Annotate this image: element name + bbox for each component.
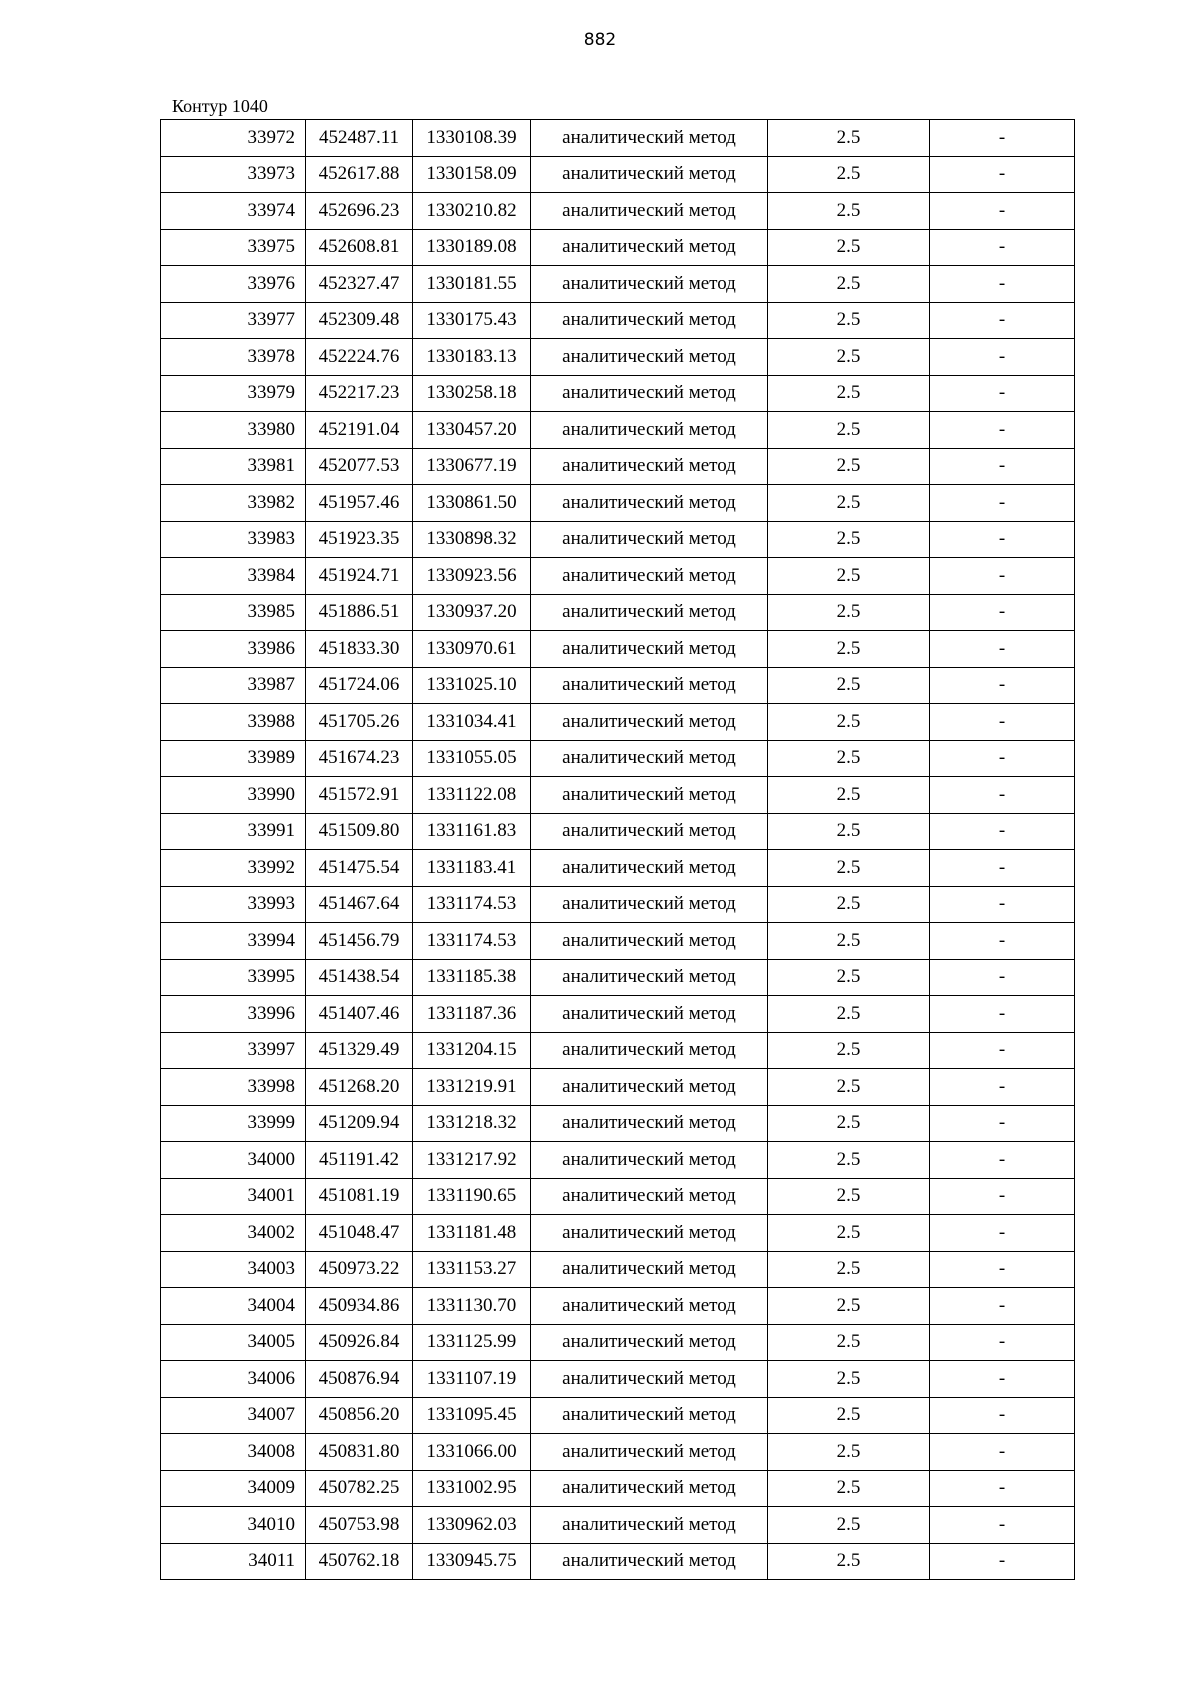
method-cell: аналитический метод <box>531 1215 768 1252</box>
method-cell: аналитический метод <box>531 740 768 777</box>
table-row <box>161 1178 1075 1215</box>
method-cell: аналитический метод <box>531 229 768 266</box>
x-coordinate-cell: 452217.23 <box>306 375 413 412</box>
x-coordinate-cell: 451191.42 <box>306 1142 413 1179</box>
y-coordinate-cell: 1331066.00 <box>413 1434 531 1471</box>
method-cell: аналитический метод <box>531 1507 768 1544</box>
y-coordinate-cell: 1331095.45 <box>413 1397 531 1434</box>
y-coordinate-cell: 1330923.56 <box>413 558 531 595</box>
description-cell: - <box>930 1507 1075 1544</box>
x-coordinate-cell: 451456.79 <box>306 923 413 960</box>
method-cell: аналитический метод <box>531 631 768 668</box>
x-coordinate-cell: 451957.46 <box>306 485 413 522</box>
table-row <box>161 594 1075 631</box>
y-coordinate-cell: 1330962.03 <box>413 1507 531 1544</box>
x-coordinate-cell: 451572.91 <box>306 777 413 814</box>
table-row <box>161 631 1075 668</box>
table-row <box>161 1215 1075 1252</box>
point-number-cell: 33976 <box>161 266 306 303</box>
y-coordinate-cell: 1331130.70 <box>413 1288 531 1325</box>
table-row <box>161 959 1075 996</box>
precision-cell: 2.5 <box>768 229 930 266</box>
y-coordinate-cell: 1331219.91 <box>413 1069 531 1106</box>
method-cell: аналитический метод <box>531 1361 768 1398</box>
method-cell: аналитический метод <box>531 120 768 157</box>
table-row <box>161 1361 1075 1398</box>
y-coordinate-cell: 1330945.75 <box>413 1543 531 1580</box>
y-coordinate-cell: 1330210.82 <box>413 193 531 230</box>
precision-cell: 2.5 <box>768 1324 930 1361</box>
description-cell: - <box>930 594 1075 631</box>
precision-cell: 2.5 <box>768 777 930 814</box>
y-coordinate-cell: 1331034.41 <box>413 704 531 741</box>
point-number-cell: 34011 <box>161 1543 306 1580</box>
method-cell: аналитический метод <box>531 1178 768 1215</box>
x-coordinate-cell: 450973.22 <box>306 1251 413 1288</box>
x-coordinate-cell: 451674.23 <box>306 740 413 777</box>
precision-cell: 2.5 <box>768 667 930 704</box>
y-coordinate-cell: 1331187.36 <box>413 996 531 1033</box>
method-cell: аналитический метод <box>531 339 768 376</box>
coordinates-table-body <box>161 120 1075 1580</box>
table-row <box>161 1105 1075 1142</box>
x-coordinate-cell: 450831.80 <box>306 1434 413 1471</box>
x-coordinate-cell: 451438.54 <box>306 959 413 996</box>
precision-cell: 2.5 <box>768 412 930 449</box>
description-cell: - <box>930 1251 1075 1288</box>
point-number-cell: 33996 <box>161 996 306 1033</box>
y-coordinate-cell: 1330258.18 <box>413 375 531 412</box>
precision-cell: 2.5 <box>768 485 930 522</box>
method-cell: аналитический метод <box>531 923 768 960</box>
table-row <box>161 850 1075 887</box>
x-coordinate-cell: 452224.76 <box>306 339 413 376</box>
table-row <box>161 667 1075 704</box>
y-coordinate-cell: 1330158.09 <box>413 156 531 193</box>
table-row <box>161 1251 1075 1288</box>
table-row <box>161 1543 1075 1580</box>
table-row <box>161 996 1075 1033</box>
x-coordinate-cell: 451923.35 <box>306 521 413 558</box>
table-row <box>161 813 1075 850</box>
description-cell: - <box>930 485 1075 522</box>
contour-caption: Контур 1040 <box>172 96 268 116</box>
table-row <box>161 1324 1075 1361</box>
y-coordinate-cell: 1330937.20 <box>413 594 531 631</box>
description-cell: - <box>930 521 1075 558</box>
description-cell: - <box>930 1361 1075 1398</box>
y-coordinate-cell: 1331217.92 <box>413 1142 531 1179</box>
x-coordinate-cell: 452191.04 <box>306 412 413 449</box>
y-coordinate-cell: 1331125.99 <box>413 1324 531 1361</box>
precision-cell: 2.5 <box>768 1434 930 1471</box>
x-coordinate-cell: 452696.23 <box>306 193 413 230</box>
y-coordinate-cell: 1330175.43 <box>413 302 531 339</box>
description-cell: - <box>930 448 1075 485</box>
description-cell: - <box>930 412 1075 449</box>
method-cell: аналитический метод <box>531 1470 768 1507</box>
point-number-cell: 33997 <box>161 1032 306 1069</box>
point-number-cell: 33984 <box>161 558 306 595</box>
description-cell: - <box>930 959 1075 996</box>
point-number-cell: 33981 <box>161 448 306 485</box>
precision-cell: 2.5 <box>768 1069 930 1106</box>
point-number-cell: 33986 <box>161 631 306 668</box>
precision-cell: 2.5 <box>768 1142 930 1179</box>
description-cell: - <box>930 631 1075 668</box>
precision-cell: 2.5 <box>768 1215 930 1252</box>
table-row <box>161 1507 1075 1544</box>
table-row <box>161 1434 1075 1471</box>
point-number-cell: 33974 <box>161 193 306 230</box>
method-cell: аналитический метод <box>531 412 768 449</box>
description-cell: - <box>930 996 1075 1033</box>
y-coordinate-cell: 1331002.95 <box>413 1470 531 1507</box>
x-coordinate-cell: 451467.64 <box>306 886 413 923</box>
coordinates-table <box>160 119 1075 1580</box>
method-cell: аналитический метод <box>531 850 768 887</box>
x-coordinate-cell: 451209.94 <box>306 1105 413 1142</box>
table-row <box>161 156 1075 193</box>
description-cell: - <box>930 777 1075 814</box>
page-number: 882 <box>583 30 617 50</box>
method-cell: аналитический метод <box>531 1288 768 1325</box>
y-coordinate-cell: 1330861.50 <box>413 485 531 522</box>
point-number-cell: 34003 <box>161 1251 306 1288</box>
method-cell: аналитический метод <box>531 1069 768 1106</box>
point-number-cell: 33988 <box>161 704 306 741</box>
table-row <box>161 777 1075 814</box>
method-cell: аналитический метод <box>531 375 768 412</box>
description-cell: - <box>930 1215 1075 1252</box>
description-cell: - <box>930 229 1075 266</box>
y-coordinate-cell: 1330189.08 <box>413 229 531 266</box>
point-number-cell: 34000 <box>161 1142 306 1179</box>
method-cell: аналитический метод <box>531 959 768 996</box>
table-row <box>161 266 1075 303</box>
table-row <box>161 120 1075 157</box>
precision-cell: 2.5 <box>768 923 930 960</box>
table-row <box>161 886 1075 923</box>
description-cell: - <box>930 850 1075 887</box>
x-coordinate-cell: 451475.54 <box>306 850 413 887</box>
x-coordinate-cell: 450753.98 <box>306 1507 413 1544</box>
point-number-cell: 33982 <box>161 485 306 522</box>
precision-cell: 2.5 <box>768 1361 930 1398</box>
y-coordinate-cell: 1330181.55 <box>413 266 531 303</box>
table-row <box>161 193 1075 230</box>
precision-cell: 2.5 <box>768 1178 930 1215</box>
table-row <box>161 412 1075 449</box>
point-number-cell: 33987 <box>161 667 306 704</box>
x-coordinate-cell: 450762.18 <box>306 1543 413 1580</box>
point-number-cell: 34002 <box>161 1215 306 1252</box>
precision-cell: 2.5 <box>768 120 930 157</box>
x-coordinate-cell: 451886.51 <box>306 594 413 631</box>
point-number-cell: 33989 <box>161 740 306 777</box>
x-coordinate-cell: 451048.47 <box>306 1215 413 1252</box>
x-coordinate-cell: 451833.30 <box>306 631 413 668</box>
precision-cell: 2.5 <box>768 558 930 595</box>
description-cell: - <box>930 120 1075 157</box>
table-row <box>161 1032 1075 1069</box>
x-coordinate-cell: 451724.06 <box>306 667 413 704</box>
precision-cell: 2.5 <box>768 1470 930 1507</box>
table-row <box>161 375 1075 412</box>
method-cell: аналитический метод <box>531 521 768 558</box>
precision-cell: 2.5 <box>768 850 930 887</box>
table-row <box>161 923 1075 960</box>
precision-cell: 2.5 <box>768 1105 930 1142</box>
x-coordinate-cell: 451407.46 <box>306 996 413 1033</box>
precision-cell: 2.5 <box>768 813 930 850</box>
x-coordinate-cell: 452327.47 <box>306 266 413 303</box>
x-coordinate-cell: 452617.88 <box>306 156 413 193</box>
point-number-cell: 34010 <box>161 1507 306 1544</box>
method-cell: аналитический метод <box>531 594 768 631</box>
x-coordinate-cell: 451705.26 <box>306 704 413 741</box>
method-cell: аналитический метод <box>531 1142 768 1179</box>
description-cell: - <box>930 1288 1075 1325</box>
x-coordinate-cell: 451924.71 <box>306 558 413 595</box>
table-row <box>161 740 1075 777</box>
method-cell: аналитический метод <box>531 1543 768 1580</box>
point-number-cell: 34004 <box>161 1288 306 1325</box>
point-number-cell: 33980 <box>161 412 306 449</box>
y-coordinate-cell: 1331055.05 <box>413 740 531 777</box>
method-cell: аналитический метод <box>531 704 768 741</box>
point-number-cell: 33983 <box>161 521 306 558</box>
table-row <box>161 1288 1075 1325</box>
description-cell: - <box>930 375 1075 412</box>
point-number-cell: 33993 <box>161 886 306 923</box>
description-cell: - <box>930 156 1075 193</box>
point-number-cell: 33991 <box>161 813 306 850</box>
description-cell: - <box>930 1434 1075 1471</box>
description-cell: - <box>930 558 1075 595</box>
method-cell: аналитический метод <box>531 1251 768 1288</box>
description-cell: - <box>930 1069 1075 1106</box>
method-cell: аналитический метод <box>531 996 768 1033</box>
y-coordinate-cell: 1331122.08 <box>413 777 531 814</box>
x-coordinate-cell: 450934.86 <box>306 1288 413 1325</box>
description-cell: - <box>930 1470 1075 1507</box>
y-coordinate-cell: 1331181.48 <box>413 1215 531 1252</box>
description-cell: - <box>930 302 1075 339</box>
x-coordinate-cell: 451509.80 <box>306 813 413 850</box>
point-number-cell: 33979 <box>161 375 306 412</box>
method-cell: аналитический метод <box>531 1324 768 1361</box>
description-cell: - <box>930 1543 1075 1580</box>
precision-cell: 2.5 <box>768 1397 930 1434</box>
point-number-cell: 34005 <box>161 1324 306 1361</box>
y-coordinate-cell: 1331174.53 <box>413 886 531 923</box>
method-cell: аналитический метод <box>531 448 768 485</box>
description-cell: - <box>930 1142 1075 1179</box>
description-cell: - <box>930 923 1075 960</box>
description-cell: - <box>930 1178 1075 1215</box>
x-coordinate-cell: 450876.94 <box>306 1361 413 1398</box>
y-coordinate-cell: 1330677.19 <box>413 448 531 485</box>
description-cell: - <box>930 813 1075 850</box>
description-cell: - <box>930 1324 1075 1361</box>
precision-cell: 2.5 <box>768 740 930 777</box>
table-row <box>161 558 1075 595</box>
method-cell: аналитический метод <box>531 302 768 339</box>
description-cell: - <box>930 740 1075 777</box>
precision-cell: 2.5 <box>768 302 930 339</box>
table-row <box>161 302 1075 339</box>
point-number-cell: 34008 <box>161 1434 306 1471</box>
x-coordinate-cell: 451268.20 <box>306 1069 413 1106</box>
y-coordinate-cell: 1331218.32 <box>413 1105 531 1142</box>
point-number-cell: 33978 <box>161 339 306 376</box>
table-row <box>161 704 1075 741</box>
method-cell: аналитический метод <box>531 558 768 595</box>
point-number-cell: 34007 <box>161 1397 306 1434</box>
table-row <box>161 1397 1075 1434</box>
method-cell: аналитический метод <box>531 156 768 193</box>
point-number-cell: 33977 <box>161 302 306 339</box>
point-number-cell: 33975 <box>161 229 306 266</box>
x-coordinate-cell: 451081.19 <box>306 1178 413 1215</box>
table-row <box>161 485 1075 522</box>
method-cell: аналитический метод <box>531 485 768 522</box>
point-number-cell: 34001 <box>161 1178 306 1215</box>
x-coordinate-cell: 450856.20 <box>306 1397 413 1434</box>
method-cell: аналитический метод <box>531 1105 768 1142</box>
point-number-cell: 33990 <box>161 777 306 814</box>
x-coordinate-cell: 452077.53 <box>306 448 413 485</box>
y-coordinate-cell: 1331161.83 <box>413 813 531 850</box>
precision-cell: 2.5 <box>768 1032 930 1069</box>
precision-cell: 2.5 <box>768 959 930 996</box>
table-row <box>161 1470 1075 1507</box>
table-row <box>161 339 1075 376</box>
table-row <box>161 521 1075 558</box>
description-cell: - <box>930 1105 1075 1142</box>
method-cell: аналитический метод <box>531 1032 768 1069</box>
method-cell: аналитический метод <box>531 1434 768 1471</box>
precision-cell: 2.5 <box>768 631 930 668</box>
precision-cell: 2.5 <box>768 448 930 485</box>
method-cell: аналитический метод <box>531 777 768 814</box>
point-number-cell: 33992 <box>161 850 306 887</box>
precision-cell: 2.5 <box>768 594 930 631</box>
precision-cell: 2.5 <box>768 266 930 303</box>
y-coordinate-cell: 1331190.65 <box>413 1178 531 1215</box>
y-coordinate-cell: 1331185.38 <box>413 959 531 996</box>
x-coordinate-cell: 450926.84 <box>306 1324 413 1361</box>
precision-cell: 2.5 <box>768 886 930 923</box>
point-number-cell: 34009 <box>161 1470 306 1507</box>
y-coordinate-cell: 1330108.39 <box>413 120 531 157</box>
point-number-cell: 33999 <box>161 1105 306 1142</box>
description-cell: - <box>930 1032 1075 1069</box>
y-coordinate-cell: 1330970.61 <box>413 631 531 668</box>
point-number-cell: 33985 <box>161 594 306 631</box>
point-number-cell: 33995 <box>161 959 306 996</box>
precision-cell: 2.5 <box>768 1251 930 1288</box>
table-row <box>161 1069 1075 1106</box>
y-coordinate-cell: 1331183.41 <box>413 850 531 887</box>
method-cell: аналитический метод <box>531 886 768 923</box>
x-coordinate-cell: 452487.11 <box>306 120 413 157</box>
y-coordinate-cell: 1331153.27 <box>413 1251 531 1288</box>
precision-cell: 2.5 <box>768 1288 930 1325</box>
y-coordinate-cell: 1331107.19 <box>413 1361 531 1398</box>
y-coordinate-cell: 1331204.15 <box>413 1032 531 1069</box>
table-row <box>161 1142 1075 1179</box>
precision-cell: 2.5 <box>768 1543 930 1580</box>
table-row <box>161 229 1075 266</box>
description-cell: - <box>930 667 1075 704</box>
description-cell: - <box>930 266 1075 303</box>
y-coordinate-cell: 1330457.20 <box>413 412 531 449</box>
precision-cell: 2.5 <box>768 996 930 1033</box>
precision-cell: 2.5 <box>768 193 930 230</box>
method-cell: аналитический метод <box>531 813 768 850</box>
description-cell: - <box>930 193 1075 230</box>
description-cell: - <box>930 1397 1075 1434</box>
y-coordinate-cell: 1330898.32 <box>413 521 531 558</box>
table-row <box>161 448 1075 485</box>
x-coordinate-cell: 450782.25 <box>306 1470 413 1507</box>
x-coordinate-cell: 452608.81 <box>306 229 413 266</box>
description-cell: - <box>930 886 1075 923</box>
method-cell: аналитический метод <box>531 1397 768 1434</box>
precision-cell: 2.5 <box>768 375 930 412</box>
precision-cell: 2.5 <box>768 704 930 741</box>
y-coordinate-cell: 1331174.53 <box>413 923 531 960</box>
y-coordinate-cell: 1331025.10 <box>413 667 531 704</box>
point-number-cell: 33972 <box>161 120 306 157</box>
x-coordinate-cell: 452309.48 <box>306 302 413 339</box>
method-cell: аналитический метод <box>531 266 768 303</box>
precision-cell: 2.5 <box>768 339 930 376</box>
x-coordinate-cell: 451329.49 <box>306 1032 413 1069</box>
point-number-cell: 33998 <box>161 1069 306 1106</box>
point-number-cell: 33973 <box>161 156 306 193</box>
precision-cell: 2.5 <box>768 156 930 193</box>
point-number-cell: 34006 <box>161 1361 306 1398</box>
precision-cell: 2.5 <box>768 1507 930 1544</box>
y-coordinate-cell: 1330183.13 <box>413 339 531 376</box>
method-cell: аналитический метод <box>531 667 768 704</box>
method-cell: аналитический метод <box>531 193 768 230</box>
description-cell: - <box>930 704 1075 741</box>
point-number-cell: 33994 <box>161 923 306 960</box>
description-cell: - <box>930 339 1075 376</box>
precision-cell: 2.5 <box>768 521 930 558</box>
